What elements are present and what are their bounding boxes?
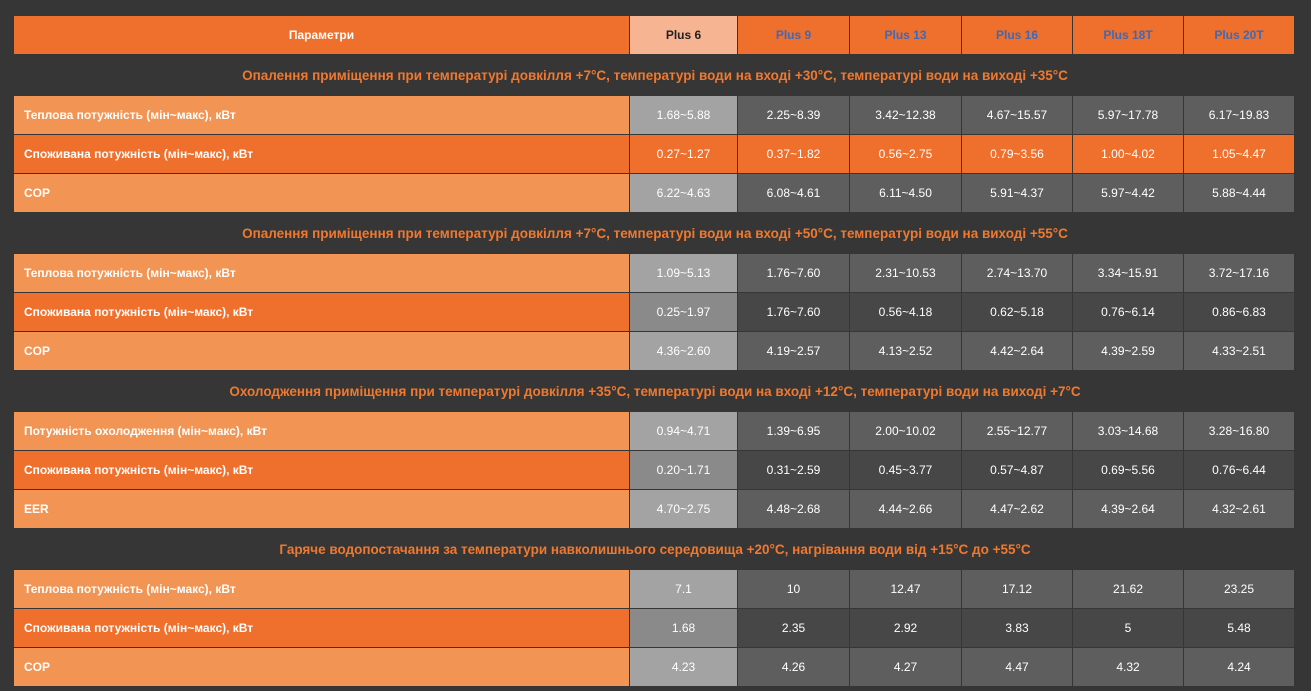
row-label: EER (14, 490, 629, 528)
table-header (14, 16, 1296, 54)
table-body (14, 55, 1296, 686)
value-cell: 0.31~2.59 (738, 451, 849, 489)
row-label: Теплова потужність (мін~макс), кВт (14, 570, 629, 608)
value-cell: 0.37~1.82 (738, 135, 849, 173)
value-cell: 2.00~10.02 (850, 412, 961, 450)
value-cell: 3.83 (962, 609, 1072, 647)
value-cell: 4.47~2.62 (962, 490, 1072, 528)
section-title: Опалення приміщення при температурі довкілля +7°C, температурі води на вході +50°C, температурі води на виході +55°C (242, 226, 1068, 241)
value-cell: 0.56~2.75 (850, 135, 961, 173)
value-cell: 1.76~7.60 (738, 293, 849, 331)
value-cell: 0.86~6.83 (1184, 293, 1294, 331)
value-cell: 3.42~12.38 (850, 96, 961, 134)
table-row (14, 412, 1296, 450)
value-cell: 7.1 (630, 570, 737, 608)
value-cell: 12.47 (850, 570, 961, 608)
table-row (14, 570, 1296, 608)
value-cell: 2.92 (850, 609, 961, 647)
value-cell: 4.39~2.59 (1073, 332, 1183, 370)
value-cell: 6.22~4.63 (630, 174, 737, 212)
param-header: Параметри (14, 16, 629, 54)
value-cell: 0.20~1.71 (630, 451, 737, 489)
table-row (14, 451, 1296, 489)
section-title: Гаряче водопостачання за температури навколишнього середовища +20°C, нагрівання води від +15°C до +55°C (279, 542, 1031, 557)
row-label: COP (14, 648, 629, 686)
value-cell: 0.76~6.14 (1073, 293, 1183, 331)
value-cell: 0.45~3.77 (850, 451, 961, 489)
table-row (14, 490, 1296, 528)
row-label: Теплова потужність (мін~макс), кВт (14, 254, 629, 292)
value-cell: 4.32 (1073, 648, 1183, 686)
value-cell: 4.32~2.61 (1184, 490, 1294, 528)
row-label: Споживана потужність (мін~макс), кВт (14, 451, 629, 489)
row-label: Потужність охолодження (мін~макс), кВт (14, 412, 629, 450)
value-cell: 3.03~14.68 (1073, 412, 1183, 450)
value-cell: 4.47 (962, 648, 1072, 686)
table-row (14, 609, 1296, 647)
value-cell: 4.19~2.57 (738, 332, 849, 370)
value-cell: 0.79~3.56 (962, 135, 1072, 173)
value-cell: 1.09~5.13 (630, 254, 737, 292)
value-cell: 0.69~5.56 (1073, 451, 1183, 489)
value-cell: 2.35 (738, 609, 849, 647)
value-cell: 2.55~12.77 (962, 412, 1072, 450)
value-cell: 4.36~2.60 (630, 332, 737, 370)
value-cell: 4.24 (1184, 648, 1294, 686)
table-row (14, 135, 1296, 173)
table-row (14, 174, 1296, 212)
value-cell: 6.08~4.61 (738, 174, 849, 212)
value-cell: 21.62 (1073, 570, 1183, 608)
model-header-plus-6: Plus 6 (630, 16, 737, 54)
value-cell: 2.74~13.70 (962, 254, 1072, 292)
value-cell: 17.12 (962, 570, 1072, 608)
value-cell: 4.48~2.68 (738, 490, 849, 528)
value-cell: 2.31~10.53 (850, 254, 961, 292)
value-cell: 4.27 (850, 648, 961, 686)
value-cell: 1.05~4.47 (1184, 135, 1294, 173)
value-cell: 1.39~6.95 (738, 412, 849, 450)
value-cell: 10 (738, 570, 849, 608)
value-cell: 1.68~5.88 (630, 96, 737, 134)
value-cell: 3.28~16.80 (1184, 412, 1294, 450)
table-row (14, 254, 1296, 292)
model-header-plus-13[interactable]: Plus 13 (850, 16, 961, 54)
value-cell: 4.67~15.57 (962, 96, 1072, 134)
value-cell: 6.17~19.83 (1184, 96, 1294, 134)
value-cell: 4.26 (738, 648, 849, 686)
row-label: COP (14, 332, 629, 370)
section-title: Охолодження приміщення при температурі довкілля +35°C, температурі води на вході +12°C, температурі води на виході +7°C (229, 384, 1081, 399)
value-cell: 5.48 (1184, 609, 1294, 647)
table-row (14, 648, 1296, 686)
table-row (14, 96, 1296, 134)
value-cell: 0.25~1.97 (630, 293, 737, 331)
value-cell: 4.70~2.75 (630, 490, 737, 528)
value-cell: 23.25 (1184, 570, 1294, 608)
value-cell: 1.76~7.60 (738, 254, 849, 292)
row-label: Споживана потужність (мін~макс), кВт (14, 609, 629, 647)
table-row (14, 332, 1296, 370)
value-cell: 4.42~2.64 (962, 332, 1072, 370)
value-cell: 4.33~2.51 (1184, 332, 1294, 370)
model-header-plus-16[interactable]: Plus 16 (962, 16, 1072, 54)
section-title: Опалення приміщення при температурі довкілля +7°C, температурі води на вході +30°C, температурі води на виході +35°C (242, 68, 1068, 83)
value-cell: 5 (1073, 609, 1183, 647)
value-cell: 5.88~4.44 (1184, 174, 1294, 212)
row-label: COP (14, 174, 629, 212)
value-cell: 0.62~5.18 (962, 293, 1072, 331)
specs-table (14, 16, 1296, 687)
value-cell: 4.44~2.66 (850, 490, 961, 528)
value-cell: 0.27~1.27 (630, 135, 737, 173)
value-cell: 2.25~8.39 (738, 96, 849, 134)
value-cell: 0.56~4.18 (850, 293, 961, 331)
value-cell: 6.11~4.50 (850, 174, 961, 212)
value-cell: 4.39~2.64 (1073, 490, 1183, 528)
value-cell: 4.23 (630, 648, 737, 686)
model-header-plus-9[interactable]: Plus 9 (738, 16, 849, 54)
value-cell: 3.34~15.91 (1073, 254, 1183, 292)
model-header-plus-18t[interactable]: Plus 18T (1073, 16, 1183, 54)
row-label: Споживана потужність (мін~макс), кВт (14, 293, 629, 331)
value-cell: 3.72~17.16 (1184, 254, 1294, 292)
value-cell: 0.76~6.44 (1184, 451, 1294, 489)
value-cell: 0.57~4.87 (962, 451, 1072, 489)
table-row (14, 293, 1296, 331)
value-cell: 1.00~4.02 (1073, 135, 1183, 173)
value-cell: 5.97~4.42 (1073, 174, 1183, 212)
model-header-plus-20t[interactable]: Plus 20T (1184, 16, 1294, 54)
row-label: Теплова потужність (мін~макс), кВт (14, 96, 629, 134)
value-cell: 5.91~4.37 (962, 174, 1072, 212)
value-cell: 4.13~2.52 (850, 332, 961, 370)
value-cell: 5.97~17.78 (1073, 96, 1183, 134)
row-label: Споживана потужність (мін~макс), кВт (14, 135, 629, 173)
value-cell: 1.68 (630, 609, 737, 647)
value-cell: 0.94~4.71 (630, 412, 737, 450)
